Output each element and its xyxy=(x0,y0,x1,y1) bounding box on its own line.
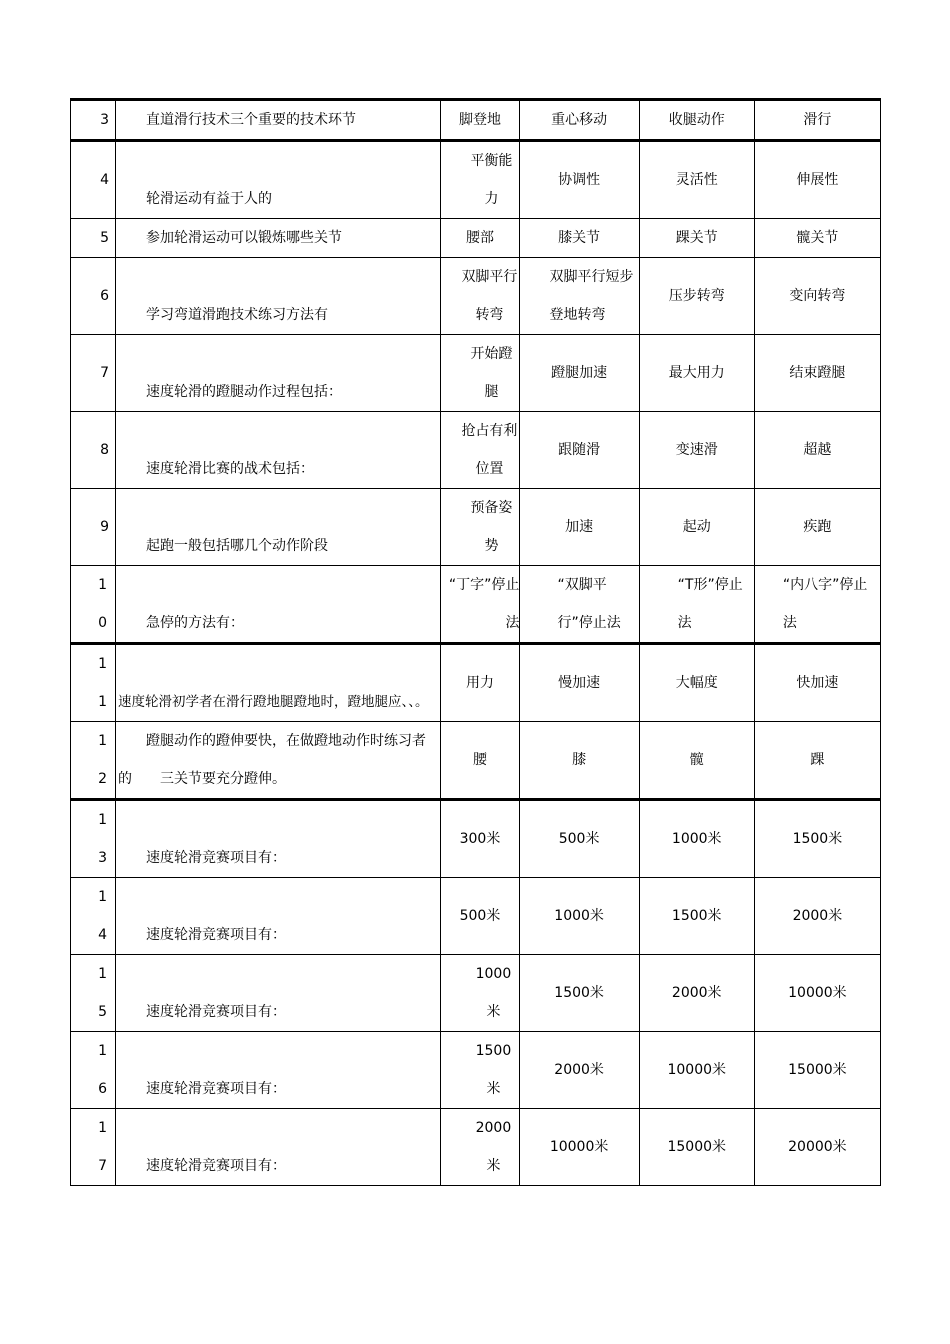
answer-d: 疾跑 xyxy=(754,489,880,566)
question-text: 直道滑行技术三个重要的技术环节 xyxy=(146,112,357,128)
answer-a: 1000米 xyxy=(475,966,512,1020)
answer-a: 腰 xyxy=(441,722,519,800)
answer-b: 双脚平行短步登地转弯 xyxy=(549,269,634,323)
question-text: 参加轮滑运动可以锻炼哪些关节 xyxy=(146,230,343,246)
row-number: 8 xyxy=(71,412,116,489)
table-row xyxy=(71,141,881,219)
table-row xyxy=(71,219,881,258)
question-text: 速度轮滑竞赛项目有： xyxy=(146,1081,287,1097)
answer-d: 踝 xyxy=(754,722,880,800)
answer-d: 滑行 xyxy=(754,100,880,141)
row-number: 12 xyxy=(98,733,107,787)
answer-c: 踝关节 xyxy=(639,219,754,258)
answer-a: 1500米 xyxy=(475,1043,512,1097)
row-number: 4 xyxy=(71,141,116,219)
row-number: 11 xyxy=(98,656,107,710)
row-number: 14 xyxy=(98,889,107,943)
question-text: 学习弯道滑跑技术练习方法有 xyxy=(146,307,329,323)
answer-b: 膝 xyxy=(519,722,639,800)
answer-c: 2000米 xyxy=(639,955,754,1032)
row-number: 7 xyxy=(71,335,116,412)
table-row xyxy=(71,800,881,878)
table-row xyxy=(71,722,881,800)
table-row xyxy=(71,566,881,644)
answer-a: 开始蹬腿 xyxy=(470,346,513,400)
answer-a: 500米 xyxy=(441,878,519,955)
answer-d: 15000米 xyxy=(754,1032,880,1109)
answer-d: 变向转弯 xyxy=(754,258,880,335)
row-number: 13 xyxy=(98,812,107,866)
answer-b: 慢加速 xyxy=(519,644,639,722)
question-text: 速度轮滑竞赛项目有： xyxy=(146,1158,287,1174)
answer-a: 平衡能力 xyxy=(470,153,513,207)
question-text: 速度轮滑竞赛项目有： xyxy=(146,1004,287,1020)
question-text: 速度轮滑竞赛项目有： xyxy=(146,850,287,866)
answer-d: “内八字”停止法 xyxy=(782,577,868,631)
question-text: 速度轮滑初学者在滑行蹬地腿蹬地时，蹬地腿应、、。 xyxy=(118,694,429,710)
answer-c: 10000米 xyxy=(639,1032,754,1109)
question-text: 轮滑运动有益于人的 xyxy=(146,191,273,207)
question-text: 速度轮滑竞赛项目有： xyxy=(146,927,287,943)
answer-d: 2000米 xyxy=(754,878,880,955)
row-number: 16 xyxy=(98,1043,107,1097)
answer-d: 伸展性 xyxy=(754,141,880,219)
question-text: 速度轮滑的蹬腿动作过程包括： xyxy=(146,384,343,400)
table-row xyxy=(71,100,881,141)
row-number: 10 xyxy=(98,577,107,631)
answer-c: 1500米 xyxy=(639,878,754,955)
question-text-line-2: 的 三关节要充分蹬伸。 xyxy=(118,771,287,787)
question-text-line-1: 蹬腿动作的蹬伸要快，在做蹬地动作时练习者 xyxy=(146,733,427,749)
table-row xyxy=(71,1109,881,1186)
answer-b: 500米 xyxy=(519,800,639,878)
question-text: 速度轮滑比赛的战术包括： xyxy=(146,461,315,477)
answer-a: 300米 xyxy=(441,800,519,878)
answer-d: 10000米 xyxy=(754,955,880,1032)
table-row xyxy=(71,335,881,412)
answer-d: 20000米 xyxy=(754,1109,880,1186)
answer-c: 1000米 xyxy=(639,800,754,878)
answer-a: 2000米 xyxy=(475,1120,512,1174)
table-row xyxy=(71,644,881,722)
quiz-table xyxy=(70,98,881,1186)
answer-a: 抢占有利位置 xyxy=(461,423,518,477)
answer-b: 10000米 xyxy=(519,1109,639,1186)
answer-a: “丁字”停止法 xyxy=(448,577,520,631)
answer-b: 加速 xyxy=(519,489,639,566)
answer-b: 协调性 xyxy=(519,141,639,219)
answer-d: 超越 xyxy=(754,412,880,489)
answer-a: 用力 xyxy=(441,644,519,722)
answer-c: 压步转弯 xyxy=(639,258,754,335)
answer-c: “T形”停止法 xyxy=(677,577,743,631)
table-row xyxy=(71,1032,881,1109)
answer-c: 收腿动作 xyxy=(639,100,754,141)
question-text: 急停的方法有： xyxy=(146,615,245,631)
row-number: 15 xyxy=(98,966,107,1020)
answer-c: 起动 xyxy=(639,489,754,566)
table-row xyxy=(71,489,881,566)
answer-d: 髋关节 xyxy=(754,219,880,258)
row-number: 6 xyxy=(71,258,116,335)
answer-a: 预备姿势 xyxy=(470,500,513,554)
table-row xyxy=(71,955,881,1032)
answer-d: 快加速 xyxy=(754,644,880,722)
table-row xyxy=(71,878,881,955)
answer-b: 重心移动 xyxy=(519,100,639,141)
answer-b: 膝关节 xyxy=(519,219,639,258)
answer-b: 蹬腿加速 xyxy=(519,335,639,412)
answer-a: 双脚平行转弯 xyxy=(461,269,518,323)
table-row xyxy=(71,412,881,489)
answer-c: 灵活性 xyxy=(639,141,754,219)
answer-c: 最大用力 xyxy=(639,335,754,412)
answer-b: 1000米 xyxy=(519,878,639,955)
answer-c: 变速滑 xyxy=(639,412,754,489)
row-number: 17 xyxy=(98,1120,107,1174)
answer-c: 髋 xyxy=(639,722,754,800)
table-row xyxy=(71,258,881,335)
question-text: 起跑一般包括哪几个动作阶段 xyxy=(146,538,329,554)
answer-d: 1500米 xyxy=(754,800,880,878)
answer-b: “双脚平行”停止法 xyxy=(557,577,621,631)
row-number: 9 xyxy=(71,489,116,566)
answer-c: 15000米 xyxy=(639,1109,754,1186)
answer-d: 结束蹬腿 xyxy=(754,335,880,412)
answer-a: 腰部 xyxy=(441,219,519,258)
answer-a: 脚登地 xyxy=(441,100,519,141)
row-number: 5 xyxy=(71,219,116,258)
answer-b: 1500米 xyxy=(519,955,639,1032)
row-number: 3 xyxy=(71,100,116,141)
answer-c: 大幅度 xyxy=(639,644,754,722)
answer-b: 跟随滑 xyxy=(519,412,639,489)
answer-b: 2000米 xyxy=(519,1032,639,1109)
